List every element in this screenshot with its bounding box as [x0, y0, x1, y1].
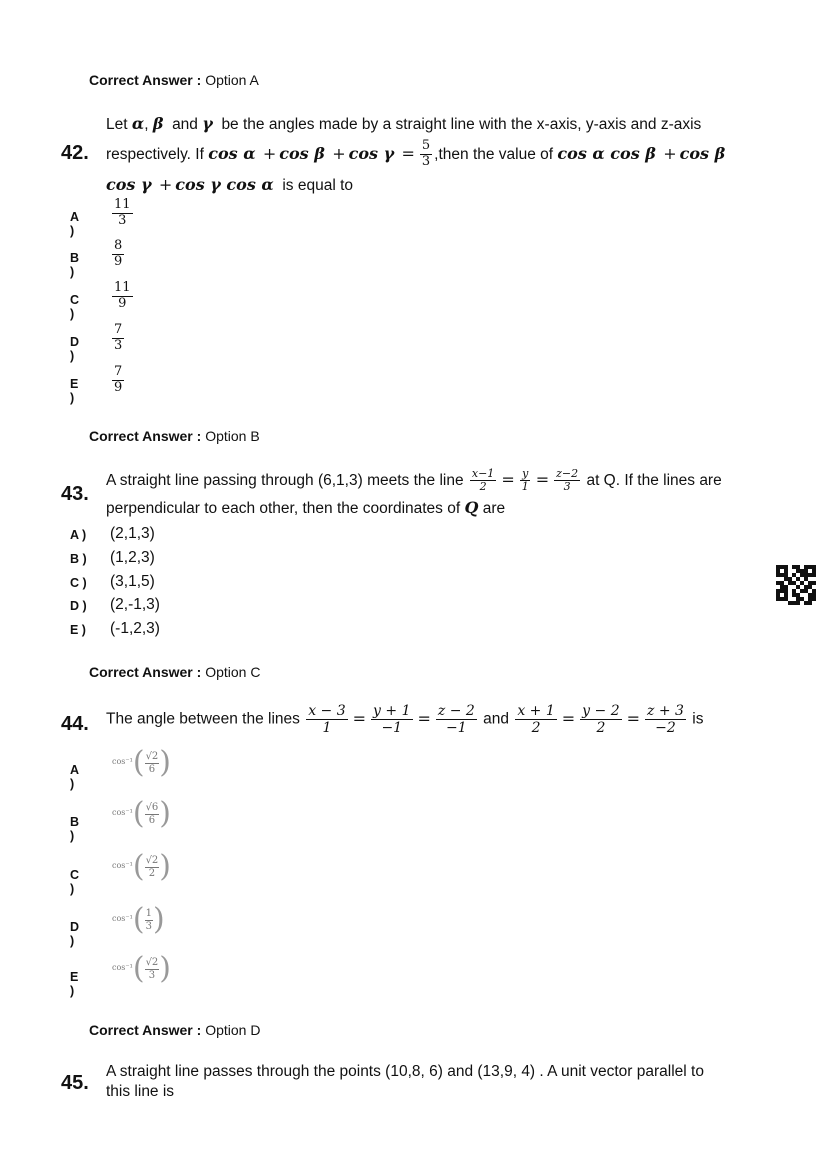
question-number: 44. [61, 713, 89, 735]
correct-answer-label: Correct Answer : [89, 72, 202, 88]
option-formula-image: cos⁻¹ ( √2 3 ) [112, 951, 172, 986]
correct-answer-q44 [89, 1022, 260, 1038]
question-44-text: The angle between the lines $\frac{x - 3}{1}$ = $\frac{y + 1}{-1}$ = $\frac{z - 2}{-1}$ and $\frac{x + 1}{2}$ = $\frac{y - 2}{2}$ = $\frac{z + 3}{-2}$ is [106, 703, 704, 737]
question-number: 45. [61, 1072, 89, 1094]
fraction: $\frac{5}{3}$ [421, 138, 431, 170]
option-formula-image: cos⁻¹ ( √2 2 ) [112, 849, 172, 884]
question-number: 42. [61, 142, 89, 164]
question-43-text [106, 466, 786, 522]
correct-answer-label: Correct Answer : [89, 428, 202, 444]
qr-code-icon [776, 565, 816, 605]
correct-answer-label: Correct Answer : [89, 664, 202, 680]
correct-answer-label: Correct Answer : [89, 1022, 202, 1038]
q43-line-2: perpendicular to each other, then the coordinates of Q are [106, 498, 506, 518]
correct-answer-value: Option B [205, 428, 260, 444]
q43-line-1: A straight line passing through (6,1,3) meets the line $\frac{x-1}{2}$ = $\frac{y}{1}$ = $\frac{z-2}{3}$ at Q. If the lines are [106, 466, 722, 494]
correct-answer-value: Option D [205, 1022, 261, 1038]
q42-line-3: cos γ + cos γ cos α is equal to [106, 175, 354, 195]
option-formula-image: cos⁻¹ ( 1 3 ) [112, 902, 165, 937]
question-42-text [106, 109, 786, 200]
correct-answer-q42 [89, 428, 260, 444]
option-fraction: $\frac{11}{9}$ [114, 280, 131, 311]
correct-answer-value: Option C [205, 664, 261, 680]
option-fraction: $\frac{8}{9}$ [114, 238, 123, 269]
correct-answer-q43 [89, 664, 260, 680]
option-fraction: $\frac{11}{3}$ [114, 197, 131, 228]
question-number: 43. [61, 483, 89, 505]
option-fraction: $\frac{7}{9}$ [114, 364, 123, 395]
option-formula-image: cos⁻¹ ( √6 6 ) [112, 796, 172, 831]
question-45-text: A straight line passes through the points (10,8, 6) and (13,9, 4) . A unit vector parallel to this line is [106, 1063, 704, 1100]
q42-line-2: respectively. If cos α + cos β + cos γ = $\frac{5}{3}$ ,then the value of cos α cos β + cos β [106, 138, 726, 170]
correct-answer-q41 [89, 72, 259, 88]
option-fraction: $\frac{7}{3}$ [114, 322, 123, 353]
q42-line-1: Let α, β and γ be the angles made by a straight line with the x-axis, y-axis and z-axis [106, 114, 702, 133]
option-formula-image: cos⁻¹ ( √2 6 ) [112, 745, 172, 780]
correct-answer-value: Option A [205, 72, 259, 88]
